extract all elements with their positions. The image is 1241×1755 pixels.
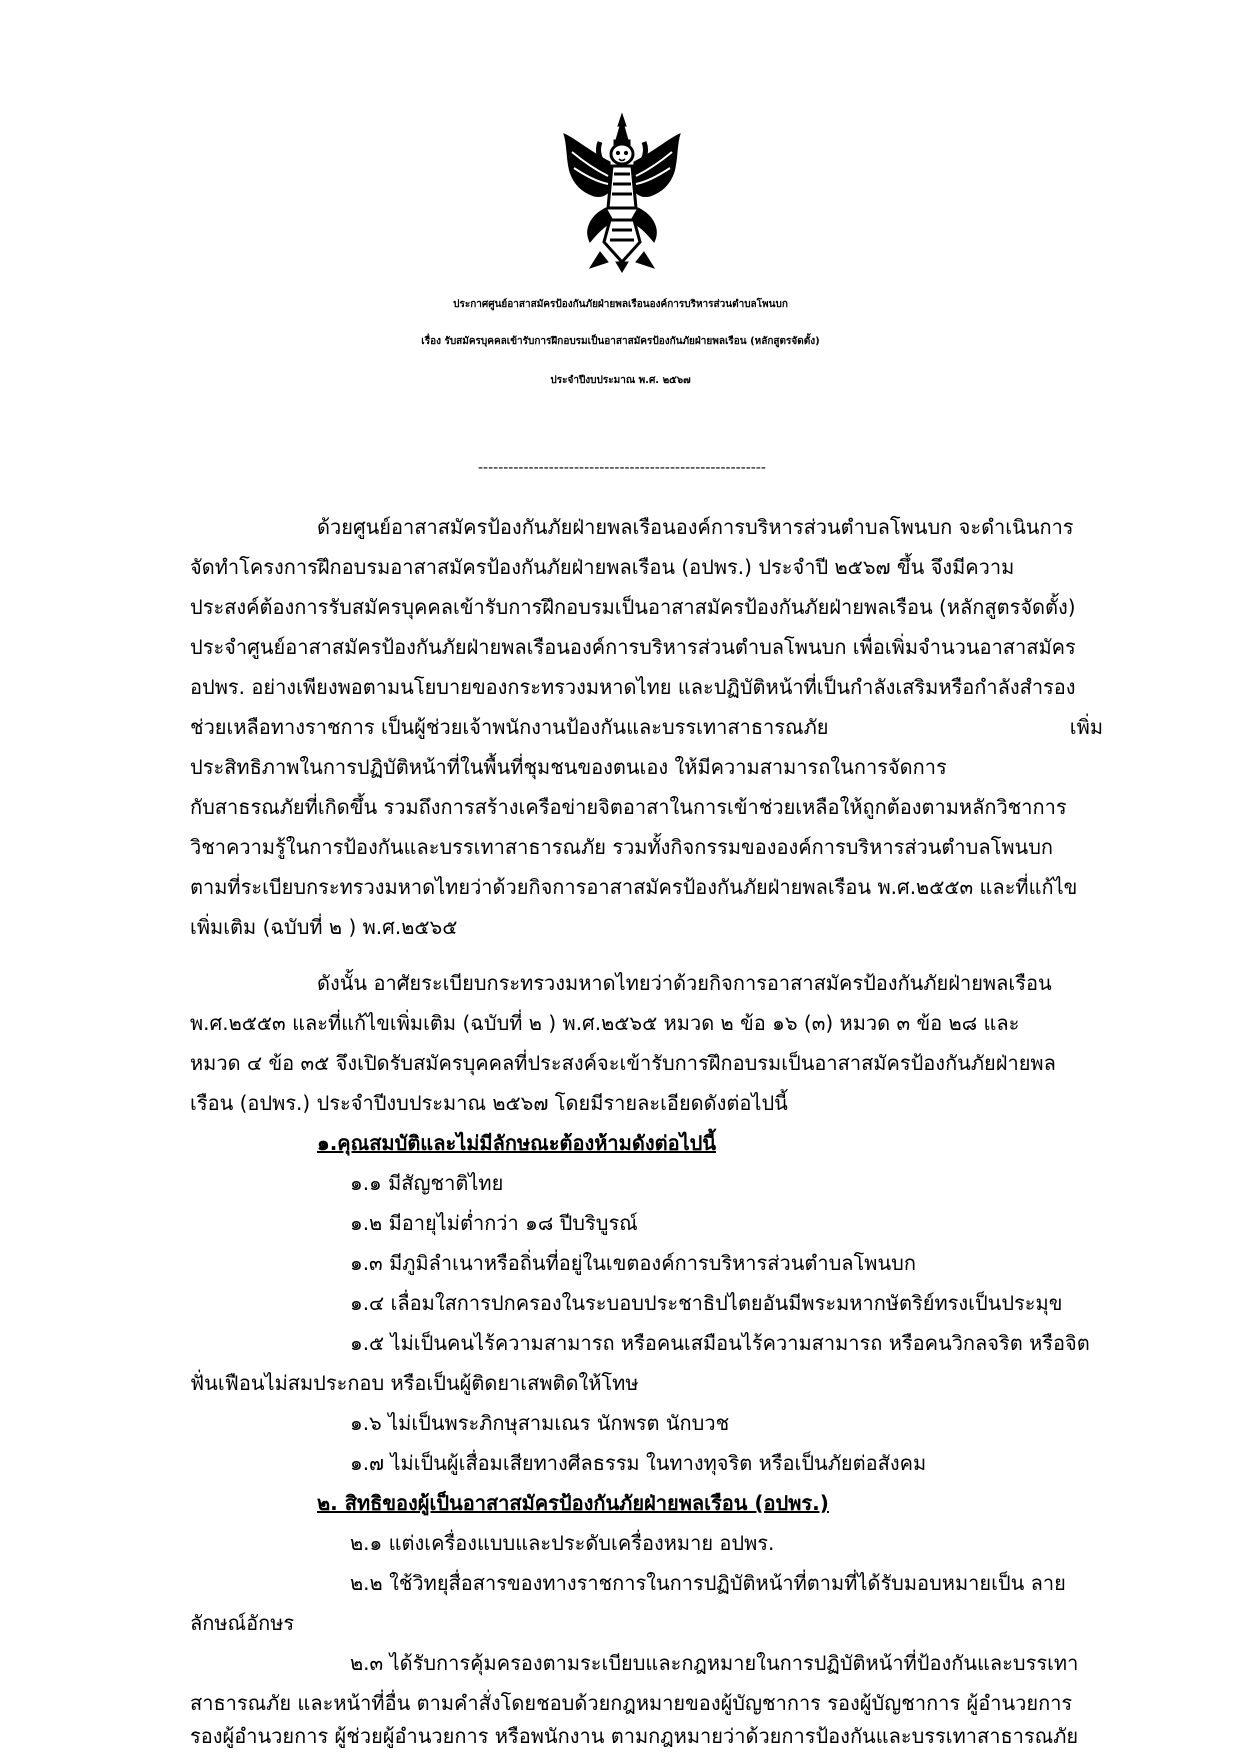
list-item: ๑.๑ มีสัญชาติไทย <box>350 1171 504 1195</box>
list-item-continuation: รองผู้อำนวยการ ผู้ช่วยผู้อำนวยการ หรือพนักงาน ตามกฎหมายว่าด้วยการป้องกันและบรรเทาสาธารณภัย <box>190 1724 1079 1748</box>
paragraph-line: พ.ศ.๒๕๕๓ และที่แก้ไขเพิ่มเติม (ฉบับที่ ๒ ) พ.ศ.๒๕๖๕ หมวด ๒ ข้อ ๑๖ (๓) หมวด ๓ ข้อ ๒๘ และ <box>190 1011 1020 1035</box>
paragraph-line: เพิ่มเติม (ฉบับที่ ๒ ) พ.ศ.๒๕๖๕ <box>190 915 458 939</box>
header-separator: --------------------------------------------------------- <box>478 460 766 476</box>
list-item: ๒.๓ ได้รับการคุ้มครองตามระเบียบและกฎหมายในการปฏิบัติหน้าที่ป้องกันและบรรเทา <box>350 1651 1079 1675</box>
list-item-continuation: สาธารณภัย และหน้าที่อื่น ตามคำสั่งโดยชอบด้วยกฎหมายของผู้บัญชาการ รองผู้บัญชาการ ผู้อำนวยการ <box>190 1691 1073 1715</box>
section-1-title: ๑.คุณสมบัติและไม่มีลักษณะต้องห้ามดังต่อไปนี้ <box>317 1131 717 1155</box>
section-2-title: ๒. สิทธิของผู้เป็นอาสาสมัครป้องกันภัยฝ่ายพลเรือน (อปพร.) <box>317 1491 829 1515</box>
announcement-subject: เรื่อง รับสมัครบุคคลเข้ารับการฝึกอบรมเป็นอาสาสมัครป้องกันภัยฝ่ายพลเรือน (หลักสูตรจัดตั้ง) <box>421 336 820 347</box>
paragraph-line: ประสงค์ต้องการรับสมัครบุคคลเข้ารับการฝึกอบรมเป็นอาสาสมัครป้องกันภัยฝ่ายพลเรือน (หลักสูตรจัดตั้ง) <box>190 595 1076 619</box>
list-item: ๑.๗ ไม่เป็นผู้เสื่อมเสียทางศีลธรรม ในทางทุจริต หรือเป็นภัยต่อสังคม <box>350 1451 927 1475</box>
paragraph-line: อปพร. อย่างเพียงพอตามนโยบายของกระทรวงมหาดไทย และปฏิบัติหน้าที่เป็นกำลังเสริมหรือกำลังสำรอง <box>190 675 1076 699</box>
paragraph-line: ประจำศูนย์อาสาสมัครป้องกันภัยฝ่ายพลเรือนองค์การบริหารส่วนตำบลโพนบก เพื่อเพิ่มจำนวนอาสาสมัคร <box>190 635 1076 659</box>
paragraph-line: จัดทำโครงการฝึกอบรมอาสาสมัครป้องกันภัยฝ่ายพลเรือน (อปพร.) ประจำปี ๒๕๖๗ ขึ้น จึงมีความ <box>190 555 1015 579</box>
list-item: ๒.๒ ใช้วิทยุสื่อสารของทางราชการในการปฏิบัติหน้าที่ตามที่ได้รับมอบหมายเป็น ลาย <box>350 1571 1066 1595</box>
announcement-title: ประกาศศูนย์อาสาสมัครป้องกันภัยฝ่ายพลเรือนองค์การบริหารส่วนตำบลโพนบก <box>453 299 788 310</box>
paragraph-line: ตามที่ระเบียบกระทรวงมหาดไทยว่าด้วยกิจการอาสาสมัครป้องกันภัยฝ่ายพลเรือน พ.ศ.๒๕๕๓ และที่แก้ไข <box>190 875 1078 899</box>
list-item: ๒.๑ แต่งเครื่องแบบและประดับเครื่องหมาย อปพร. <box>350 1531 775 1555</box>
paragraph-text: เพิ่ม <box>1069 715 1103 739</box>
list-item-continuation: ฟั่นเฟือนไม่สมประกอบ หรือเป็นผู้ติดยาเสพติดให้โทษ <box>190 1371 639 1395</box>
list-item: ๑.๕ ไม่เป็นคนไร้ความสามารถ หรือคนเสมือนไร้ความสามารถ หรือคนวิกลจริต หรือจิต <box>350 1331 1090 1355</box>
paragraph-line: หมวด ๔ ข้อ ๓๕ จึงเปิดรับสมัครบุคคลที่ประสงค์จะเข้ารับการฝึกอบรมเป็นอาสาสมัครป้องกันภัยฝ่ายพล <box>190 1051 1056 1075</box>
list-item: ๑.๓ มีภูมิลำเนาหรือถิ่นที่อยู่ในเขตองค์การบริหารส่วนตำบลโพนบก <box>350 1251 916 1275</box>
fiscal-year: ประจำปีงบประมาณ พ.ศ. ๒๕๖๗ <box>550 375 691 386</box>
paragraph-line: ดังนั้น อาศัยระเบียบกระทรวงมหาดไทยว่าด้วยกิจการอาสาสมัครป้องกันภัยฝ่ายพลเรือน <box>317 971 1052 995</box>
list-item: ๑.๔ เลื่อมใสการปกครองในระบอบประชาธิปไตยอันมีพระมหากษัตริย์ทรงเป็นประมุข <box>350 1291 1063 1315</box>
paragraph-line: เรือน (อปพร.) ประจำปีงบประมาณ ๒๕๖๗ โดยมีรายละเอียดดังต่อไปนี้ <box>190 1091 788 1115</box>
paragraph-line: ประสิทธิภาพในการปฏิบัติหน้าที่ในพื้นที่ชุมชนของตนเอง ให้มีความสามารถในการจัดการ <box>190 755 947 779</box>
list-item-continuation: ลักษณ์อักษร <box>190 1611 295 1635</box>
list-item: ๑.๖ ไม่เป็นพระภิกษุสามเณร นักพรต นักบวช <box>350 1411 730 1435</box>
paragraph-line: กับสาธรณภัยที่เกิดขึ้น รวมถึงการสร้างเครือข่ายจิตอาสาในการเข้าช่วยเหลือให้ถูกต้องตามหลักวิชาการ <box>190 795 1067 819</box>
garuda-emblem-icon <box>560 112 684 272</box>
paragraph-line <box>190 713 1103 741</box>
paragraph-line: ด้วยศูนย์อาสาสมัครป้องกันภัยฝ่ายพลเรือนองค์การบริหารส่วนตำบลโพนบก จะดำเนินการ <box>317 515 1074 539</box>
paragraph-line: วิชาความรู้ในการป้องกันและบรรเทาสาธารณภัย รวมทั้งกิจกรรมขององค์การบริหารส่วนตำบลโพนบก <box>190 835 1053 859</box>
list-item: ๑.๒ มีอายุไม่ต่ำกว่า ๑๘ ปีบริบูรณ์ <box>350 1211 638 1235</box>
paragraph-text: ช่วยเหลือทางราชการ เป็นผู้ช่วยเจ้าพนักงานป้องกันและบรรเทาสาธารณภัย <box>190 715 829 739</box>
